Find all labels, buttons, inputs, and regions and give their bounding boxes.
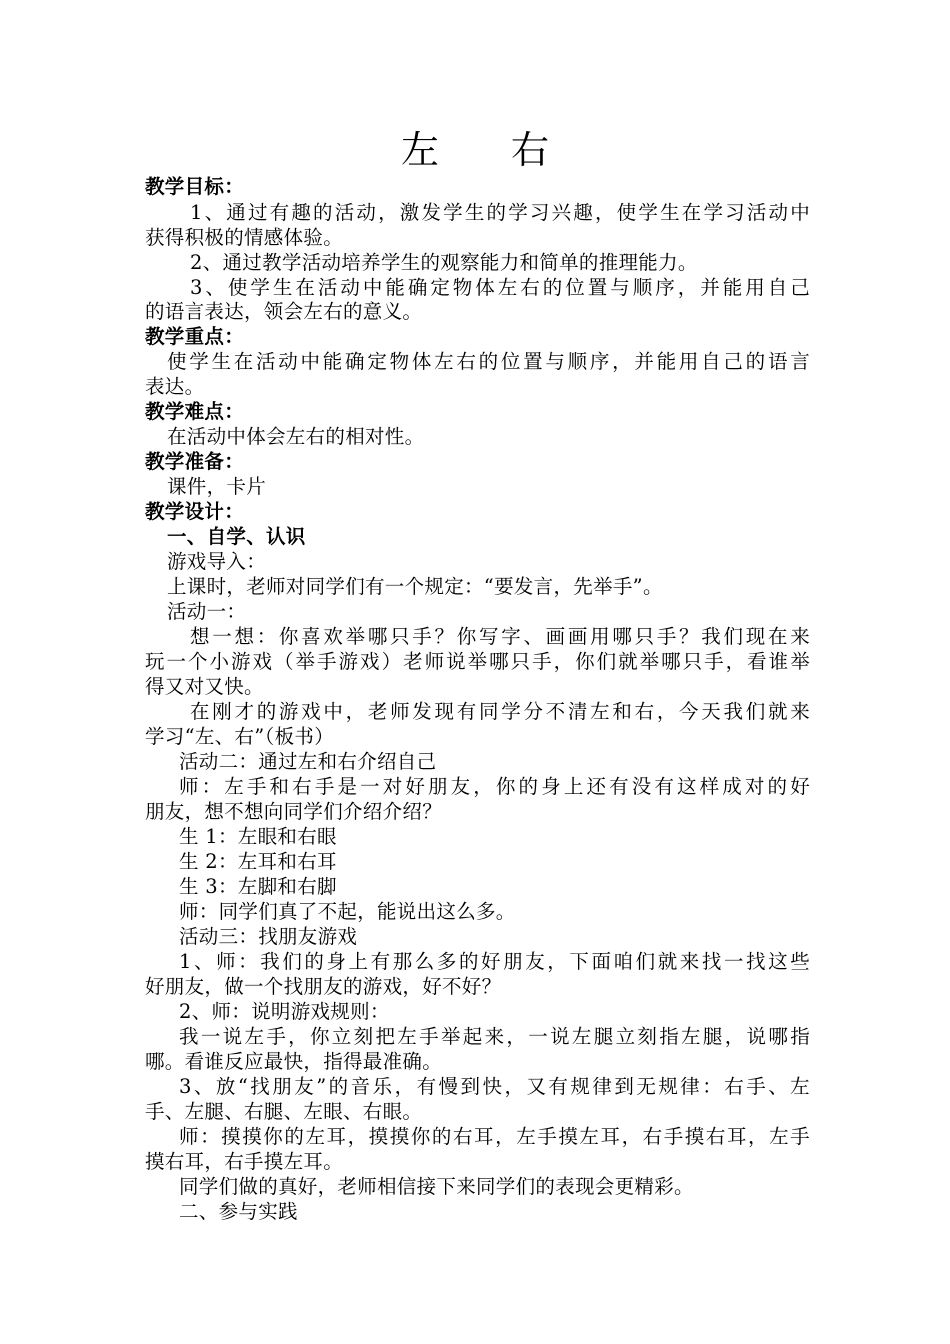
paragraph-line: 3、放“找朋友”的音乐，有慢到快，又有规律到无规律：右手、左 [179, 1075, 810, 1098]
paragraph-line: 好朋友，做一个找朋友的游戏，好不好？ [145, 975, 502, 998]
paragraph-line: 3、使学生在活动中能确定物体左右的位置与顺序，并能用自己 [190, 276, 810, 299]
paragraph-line: 我一说左手，你立刻把左手举起来，一说左腿立刻指左腿，说哪指 [179, 1025, 810, 1048]
paragraph-line: 活动三：找朋友游戏 [179, 925, 358, 948]
paragraph-line: 使学生在活动中能确定物体左右的位置与顺序，并能用自己的语言 [167, 350, 810, 373]
paragraph-line: 上课时，老师对同学们有一个规定：“要发言，先举手”。 [167, 575, 663, 598]
paragraph-line: 活动一： [167, 600, 247, 623]
paragraph-line: 哪。看谁反应最快，指得最准确。 [145, 1050, 443, 1073]
section-heading: 二、参与实践 [179, 1200, 298, 1223]
paragraph-line: 1、师：我们的身上有那么多的好朋友，下面咱们就来找一找这些 [179, 950, 810, 973]
paragraph-line: 2、通过教学活动培养学生的观察能力和简单的推理能力。 [190, 251, 698, 274]
paragraph-line: 师：左手和右手是一对好朋友，你的身上还有没有这样成对的好 [179, 775, 810, 798]
section-heading: 一、自学、认识 [167, 525, 306, 548]
heading-design: 教学设计： [145, 500, 245, 523]
paragraph-line: 学习“左、右”（板书） [145, 725, 334, 748]
paragraph-line: 游戏导入： [167, 550, 267, 573]
paragraph-line: 想一想：你喜欢举哪只手？你写字、画画用哪只手？我们现在来 [190, 625, 810, 648]
paragraph-line: 得又对又快。 [145, 675, 264, 698]
heading-difficulties: 教学难点： [145, 400, 245, 423]
paragraph-line: 课件，卡片 [167, 475, 267, 498]
paragraph-line: 生 1：左眼和右眼 [179, 825, 337, 848]
paragraph-line: 生 2：左耳和右耳 [179, 850, 337, 873]
paragraph-line: 2、师：说明游戏规则： [179, 1000, 390, 1023]
paragraph-line: 师：摸摸你的左耳，摸摸你的右耳，左手摸左耳，右手摸右耳，左手 [179, 1125, 810, 1148]
heading-preparation: 教学准备： [145, 450, 245, 473]
paragraph-line: 师：同学们真了不起，能说出这么多。 [179, 900, 516, 923]
paragraph-line: 活动二：通过左和右介绍自己 [179, 750, 437, 773]
paragraph-line: 在活动中体会左右的相对性。 [167, 425, 425, 448]
paragraph-line: 获得积极的情感体验。 [145, 226, 344, 249]
paragraph-line: 朋友，想不想向同学们介绍介绍？ [145, 800, 443, 823]
paragraph-line: 表达。 [145, 375, 205, 398]
paragraph-line: 的语言表达，领会左右的意义。 [145, 300, 423, 323]
paragraph-line: 玩一个小游戏（举手游戏）老师说举哪只手，你们就举哪只手，看谁举 [145, 650, 810, 673]
paragraph-line: 生 3：左脚和右脚 [179, 875, 337, 898]
paragraph-line: 1、通过有趣的活动，激发学生的学习兴趣，使学生在学习活动中 [190, 201, 810, 224]
paragraph-line: 在刚才的游戏中，老师发现有同学分不清左和右，今天我们就来 [190, 700, 810, 723]
paragraph-line: 摸右耳，右手摸左耳。 [145, 1150, 344, 1173]
document-title: 左 右 [400, 128, 580, 172]
heading-objectives: 教学目标： [145, 175, 245, 198]
paragraph-line: 手、左腿、右腿、左眼、右眼。 [145, 1100, 423, 1123]
paragraph-line: 同学们做的真好，老师相信接下来同学们的表现会更精彩。 [179, 1175, 694, 1198]
heading-key-points: 教学重点： [145, 325, 245, 348]
